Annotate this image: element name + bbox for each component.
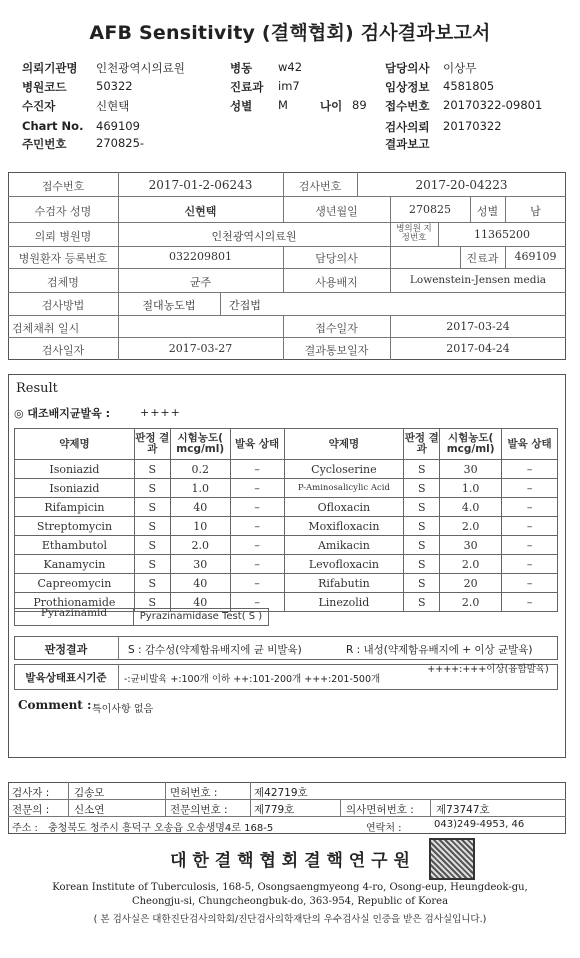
test-concentration: 1.0 <box>170 479 230 498</box>
medium-label: 사용배지 <box>315 276 358 289</box>
hospital-label: 의뢰 병원명 <box>34 230 92 243</box>
judge-result: S <box>134 479 170 498</box>
org-name: 대 한 결 핵 협 회 결 핵 연 구 원 <box>170 851 410 871</box>
specimen: 균주 <box>189 276 212 289</box>
drug-name: Linezolid <box>284 593 404 612</box>
license-label: 면허번호 : <box>170 787 218 799</box>
col-judge: 판정 결과 <box>134 429 170 460</box>
table-row <box>15 555 558 574</box>
test-concentration: 40 <box>170 574 230 593</box>
header-label: 수진자 <box>22 99 56 113</box>
sex-label: 성별 <box>476 205 499 218</box>
table-header-row <box>15 429 558 460</box>
inst-code-label: 병의원 지정번호 <box>396 224 432 243</box>
test-no: 2017-20-04223 <box>415 178 508 192</box>
reg-no: 032209801 <box>169 250 232 263</box>
header-label: Chart No. <box>22 119 84 133</box>
growth-status: – <box>230 498 284 517</box>
doctor-license-label: 의사면허번호 : <box>346 804 414 816</box>
report-date-label: 결과통보일자 <box>304 344 369 357</box>
header-value: M <box>278 98 288 112</box>
judge-label: 판정결과 <box>44 643 88 656</box>
reg-label: 병원환자 등록번호 <box>18 252 108 265</box>
header-value: w42 <box>278 60 303 74</box>
growth-status: – <box>230 460 284 479</box>
doctor-license: 제73747호 <box>436 804 490 816</box>
judge-result: S <box>404 555 440 574</box>
drug-name: Capreomycin <box>15 574 135 593</box>
judge-result: S <box>404 460 440 479</box>
control-label: ◎ 대조배지균발육 : <box>14 407 111 420</box>
table-row <box>15 479 558 498</box>
header-value: 469109 <box>96 119 140 133</box>
header-value: 270825- <box>96 136 145 150</box>
header-label: 나이 <box>320 99 343 113</box>
sex: 남 <box>530 205 541 218</box>
certification-notice: ( 본 검사실은 대한진단검사의학회/진단검사의학재단의 우수검사실 인증을 받은 검사실입니다.) <box>93 914 487 925</box>
header-label: 의뢰기관명 <box>22 61 78 75</box>
judge-result: S <box>134 555 170 574</box>
specialist-label: 전문의 : <box>12 804 50 816</box>
header-value: 20170322-09801 <box>443 98 543 112</box>
test-concentration: 1.0 <box>440 479 502 498</box>
header-value: 89 <box>352 98 367 112</box>
header-label: 검사의뢰 <box>385 120 430 134</box>
method-label: 검사방법 <box>41 299 85 312</box>
col-judge: 판정 결과 <box>404 429 440 460</box>
growth-status: – <box>230 479 284 498</box>
table-row <box>15 498 558 517</box>
contact: 043)249-4953, 46 <box>434 819 525 830</box>
judge-result: S <box>134 536 170 555</box>
test-date: 2017-03-27 <box>168 342 233 355</box>
header-value: 신현택 <box>96 99 130 113</box>
growth-status: – <box>230 574 284 593</box>
contact-label: 연락처 : <box>366 823 402 834</box>
specimen-label: 검체명 <box>47 276 79 289</box>
drug-name: P-Aminosalicylic Acid <box>284 479 404 498</box>
drug-name: Levofloxacin <box>284 555 404 574</box>
col-conc: 시험농도( mcg/ml) <box>170 429 230 460</box>
page-title: AFB Sensitivity (결핵협회) 검사결과보고서 <box>89 22 491 44</box>
judge-result: S <box>404 517 440 536</box>
drug-name: Prothionamide <box>15 593 135 612</box>
growth-status: – <box>502 536 558 555</box>
judge-result: S <box>404 593 440 612</box>
drug-name: Ethambutol <box>15 536 135 555</box>
growth-status: – <box>502 479 558 498</box>
address-label: 주소 : <box>12 823 38 834</box>
judge-r: R : 내성(약제함유배지에 + 이상 균발육) <box>346 644 533 656</box>
test-concentration: 0.2 <box>170 460 230 479</box>
license: 제42719호 <box>254 787 308 799</box>
header-label: 주민번호 <box>22 137 67 151</box>
judge-result: S <box>134 460 170 479</box>
spec-no-label: 전문의번호 : <box>170 804 228 816</box>
growth-status: – <box>230 555 284 574</box>
col-growth: 발육 상태 <box>230 429 284 460</box>
report-date: 2017-04-24 <box>446 342 510 355</box>
medium: Lowenstein-Jensen media <box>409 274 547 286</box>
comment-label: Comment : <box>18 698 92 712</box>
pza-result: Pyrazinamidase Test( S ) <box>139 611 263 622</box>
sensitivity-table <box>14 428 558 612</box>
table-row <box>15 517 558 536</box>
drug-name: Isoniazid <box>15 479 135 498</box>
test-concentration: 2.0 <box>440 593 502 612</box>
test-concentration: 40 <box>170 498 230 517</box>
header-value: 50322 <box>96 79 133 93</box>
table-row <box>15 460 558 479</box>
growth-status: – <box>502 498 558 517</box>
test-concentration: 10 <box>170 517 230 536</box>
test-concentration: 2.0 <box>170 536 230 555</box>
header-label: 성별 <box>230 99 253 113</box>
birth: 270825 <box>409 203 451 216</box>
col-drug: 약제명 <box>284 429 404 460</box>
test-concentration: 40 <box>170 593 230 612</box>
col-growth: 발육 상태 <box>502 429 558 460</box>
tester: 김송모 <box>74 787 105 799</box>
pza-drug: Pyrazinamid <box>40 607 108 619</box>
judge-result: S <box>134 498 170 517</box>
hospital: 인천광역시의료원 <box>211 230 297 243</box>
test-concentration: 30 <box>440 536 502 555</box>
judge-result: S <box>134 517 170 536</box>
comment: 특이사항 없음 <box>92 704 154 715</box>
growth-status: – <box>230 517 284 536</box>
growth-status: – <box>230 593 284 612</box>
tester-label: 검사자 : <box>12 787 50 799</box>
judge-result: S <box>134 574 170 593</box>
growth-status: – <box>502 555 558 574</box>
result-title: Result <box>16 381 58 396</box>
reception-no: 2017-01-2-06243 <box>148 178 253 192</box>
doctor-label: 담당의사 <box>315 252 358 265</box>
col-conc: 시험농도( mcg/ml) <box>440 429 502 460</box>
drug-name: Streptomycin <box>15 517 135 536</box>
growth-text-2: ++++:+++이상(융합발육) <box>427 664 549 675</box>
dept-label: 진료과 <box>466 252 499 265</box>
growth-status: – <box>502 574 558 593</box>
patient-label: 수검자 성명 <box>34 205 92 218</box>
recv-date: 2017-03-24 <box>446 320 510 333</box>
test-concentration: 2.0 <box>440 555 502 574</box>
judge-result: S <box>404 536 440 555</box>
test-no-label: 검사번호 <box>298 180 342 193</box>
test-concentration: 30 <box>170 555 230 574</box>
test-date-label: 검사일자 <box>41 344 85 357</box>
official-seal-icon <box>429 838 475 880</box>
judge-result: S <box>134 593 170 612</box>
header-value: 20170322 <box>443 119 502 133</box>
method-indirect: 간접법 <box>229 299 261 312</box>
judge-s: S : 감수성(약제함유배지에 균 비발육) <box>128 644 302 656</box>
growth-label: 발육상태표시기준 <box>25 672 107 684</box>
drug-name: Moxifloxacin <box>284 517 404 536</box>
growth-status: – <box>502 460 558 479</box>
test-concentration: 20 <box>440 574 502 593</box>
test-concentration: 30 <box>440 460 502 479</box>
header-value: im7 <box>278 79 300 93</box>
growth-status: – <box>502 517 558 536</box>
header-label: 진료과 <box>230 80 264 94</box>
table-row <box>15 536 558 555</box>
drug-name: Ofloxacin <box>284 498 404 517</box>
inst-code: 11365200 <box>474 228 530 241</box>
col-drug: 약제명 <box>15 429 135 460</box>
collect-label: 검체채취 일시 <box>12 322 80 335</box>
specialist: 신소연 <box>74 804 105 816</box>
test-concentration: 2.0 <box>440 517 502 536</box>
spec-no: 제779호 <box>254 804 295 816</box>
reception-no-label: 접수번호 <box>41 180 85 193</box>
drug-name: Cycloserine <box>284 460 404 479</box>
growth-status: – <box>502 593 558 612</box>
header-value: 4581805 <box>443 79 495 93</box>
growth-text: -:균비발육 +:100개 이하 ++:101-200개 +++:201-500개 <box>124 674 381 685</box>
patient-name: 신현택 <box>184 205 217 218</box>
header-label: 병동 <box>230 61 253 75</box>
org-address-en-2: Cheongju-si, Chungcheongbuk-do, 363-954, Republic of Korea <box>131 896 449 907</box>
drug-name: Rifampicin <box>15 498 135 517</box>
judge-result: S <box>404 479 440 498</box>
address: 충청북도 청주시 흥덕구 오송읍 오송생명4로 168-5 <box>48 823 274 834</box>
drug-name: Kanamycin <box>15 555 135 574</box>
growth-status: – <box>230 536 284 555</box>
org-address-en-1: Korean Institute of Tuberculosis, 168-5, Osongsaengmyeong 4-ro, Osong-eup, Heungdeok-gu, <box>52 882 528 893</box>
header-label: 병원코드 <box>22 80 67 94</box>
header-value: 이상무 <box>443 61 477 75</box>
header-label: 임상정보 <box>385 80 430 94</box>
recv-date-label: 접수일자 <box>315 322 358 335</box>
header-label: 담당의사 <box>385 61 430 75</box>
test-concentration: 4.0 <box>440 498 502 517</box>
judge-result: S <box>404 574 440 593</box>
birth-label: 생년월일 <box>315 205 358 218</box>
judge-result: S <box>404 498 440 517</box>
drug-name: Isoniazid <box>15 460 135 479</box>
header-label: 결과보고 <box>385 137 430 151</box>
dept: 469109 <box>514 250 557 263</box>
method-absolute: 절대농도법 <box>142 299 196 312</box>
drug-name: Rifabutin <box>284 574 404 593</box>
drug-name: Amikacin <box>284 536 404 555</box>
header-label: 접수번호 <box>385 99 430 113</box>
header-value: 인천광역시의료원 <box>96 61 185 75</box>
control-value: ++++ <box>140 406 181 419</box>
table-row <box>15 574 558 593</box>
